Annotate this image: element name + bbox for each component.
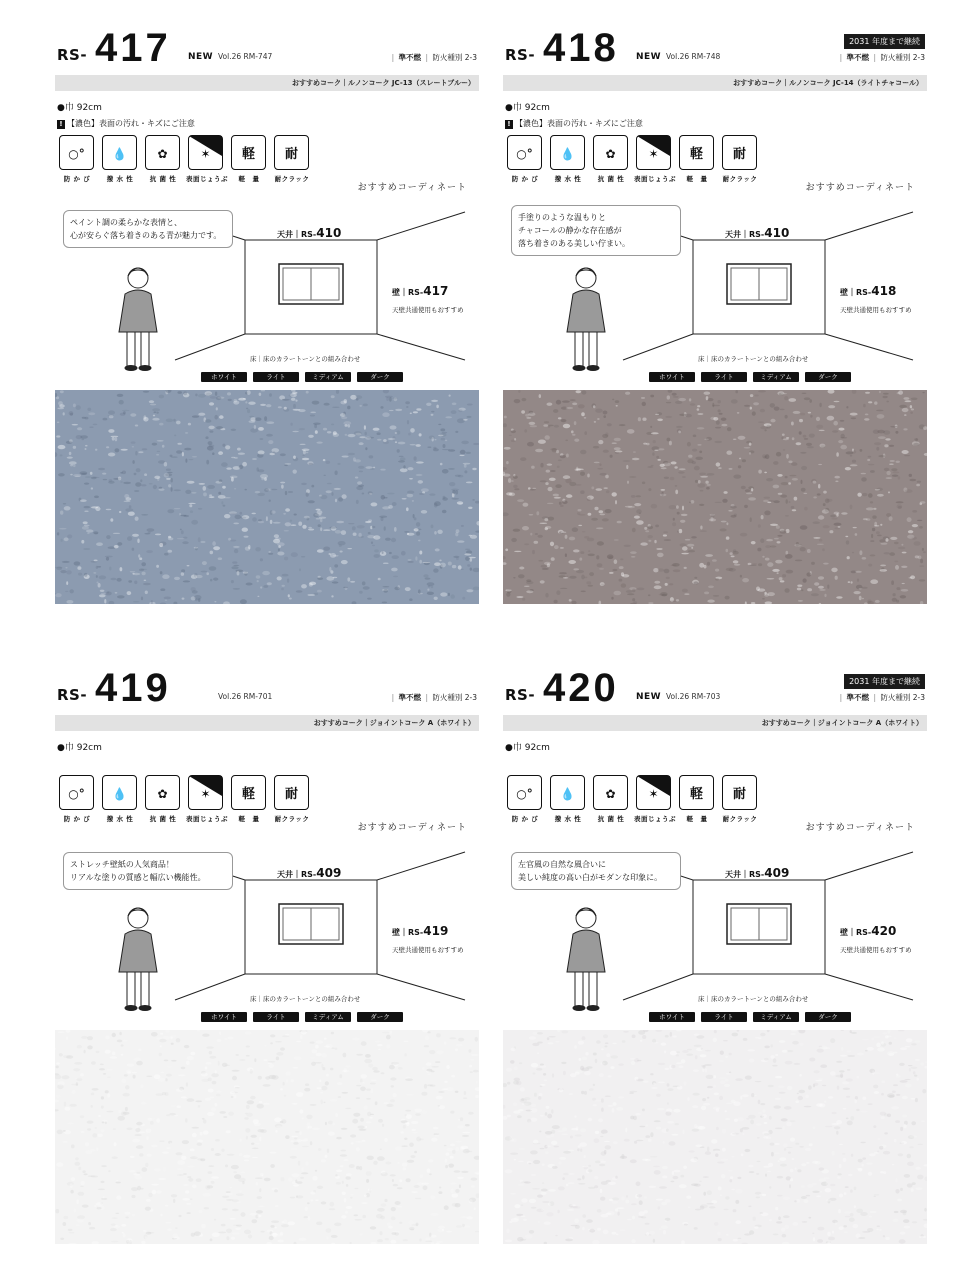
wall-number: 420 bbox=[871, 924, 897, 938]
water-repellent-icon bbox=[550, 135, 585, 170]
lightweight-icon bbox=[679, 135, 714, 170]
feature-item bbox=[505, 135, 547, 187]
feature-item bbox=[100, 775, 142, 827]
feature-item bbox=[57, 135, 99, 187]
surface-strength-icon bbox=[636, 135, 671, 170]
fire-spec: | 準不燃 | 防火種別 2-3 bbox=[839, 693, 925, 702]
woman-figure bbox=[567, 268, 605, 371]
ceiling-spec bbox=[277, 226, 341, 240]
crack-resistant-icon bbox=[274, 135, 309, 170]
speech-line: 美しい純度の高い白がモダンな印象に。 bbox=[518, 873, 663, 882]
speech-bubble bbox=[511, 205, 681, 256]
feature-icons bbox=[57, 775, 317, 827]
svg-text:軽: 軽 bbox=[241, 787, 256, 802]
ceiling-label: 天井｜RS- bbox=[277, 870, 317, 879]
floor-tone-chip: ホワイト bbox=[201, 1012, 247, 1022]
feature-label: 防 か び bbox=[511, 815, 539, 823]
feature-label: 防 か び bbox=[63, 815, 91, 823]
floor-tone-chip: ダーク bbox=[805, 372, 851, 382]
wall-number: 417 bbox=[423, 284, 449, 298]
feature-item bbox=[100, 135, 142, 187]
surface-strength-icon bbox=[636, 775, 671, 810]
swatch-base bbox=[503, 1030, 927, 1244]
antibacterial-icon bbox=[145, 135, 180, 170]
feature-label: 撥 水 性 bbox=[554, 175, 582, 183]
product-panel bbox=[55, 28, 479, 628]
ceiling-number: 409 bbox=[316, 866, 342, 880]
wall-spec bbox=[840, 284, 896, 298]
feature-icons bbox=[505, 135, 765, 187]
svg-text:耐: 耐 bbox=[284, 147, 299, 162]
floor-tones bbox=[649, 1012, 857, 1024]
feature-item bbox=[505, 775, 547, 827]
new-badge: NEW bbox=[636, 52, 662, 62]
feature-item bbox=[143, 775, 185, 827]
fire-spec: | 準不燃 | 防火種別 2-3 bbox=[839, 53, 925, 62]
svg-text:💧: 💧 bbox=[560, 147, 575, 161]
product-prefix: RS- bbox=[57, 46, 88, 64]
speech-line: 手塗りのような温もりと bbox=[518, 213, 606, 222]
feature-item bbox=[720, 135, 762, 187]
surface-strength-icon bbox=[188, 775, 223, 810]
mold-resistant-icon bbox=[507, 775, 542, 810]
floor-tones bbox=[201, 1012, 409, 1024]
floor-tone-chip: ライト bbox=[253, 1012, 299, 1022]
floor-line-right bbox=[825, 974, 913, 1000]
speech-line: 左官風の自然な風合いに bbox=[518, 860, 606, 869]
water-repellent-icon bbox=[102, 135, 137, 170]
coordinate-title: おすすめコーディネート bbox=[357, 183, 467, 193]
product-number: 419 bbox=[95, 666, 171, 710]
feature-label: 軽 量 bbox=[686, 815, 708, 823]
feature-label: 表面じょうぶ bbox=[634, 175, 676, 183]
recommended-caulk: おすすめコーク｜ジョイントコーク A（ホワイト） bbox=[761, 719, 923, 727]
recommended-caulk: おすすめコーク｜ジョイントコーク A（ホワイト） bbox=[313, 719, 475, 727]
woman-figure bbox=[119, 908, 157, 1011]
window-icon bbox=[727, 904, 791, 944]
feature-item bbox=[548, 135, 590, 187]
mold-resistant-icon bbox=[507, 135, 542, 170]
roll-width: ●巾 92cm bbox=[57, 743, 102, 753]
svg-text:○°: ○° bbox=[516, 147, 533, 161]
water-repellent-icon bbox=[102, 775, 137, 810]
ceiling-line-right bbox=[825, 212, 913, 240]
svg-text:✶: ✶ bbox=[200, 147, 211, 161]
product-prefix: RS- bbox=[505, 46, 536, 64]
feature-item bbox=[186, 775, 228, 827]
wall-spec bbox=[840, 924, 896, 938]
ceiling-line-right bbox=[377, 212, 465, 240]
woman-figure bbox=[567, 908, 605, 1011]
svg-text:耐: 耐 bbox=[732, 787, 747, 802]
floor-spec: 床｜床のカラートーンとの組み合わせ bbox=[250, 995, 361, 1003]
speech-line: リアルな塗りの質感と幅広い機能性。 bbox=[70, 873, 206, 882]
ceiling-line-right bbox=[377, 852, 465, 880]
continuation-badge: 2031 年度まで継続 bbox=[844, 34, 925, 49]
floor-spec: 床｜床のカラートーンとの組み合わせ bbox=[250, 355, 361, 363]
surface-strength-icon bbox=[188, 135, 223, 170]
svg-text:軽: 軽 bbox=[689, 147, 704, 162]
wall-label: 壁｜RS- bbox=[392, 928, 424, 937]
svg-text:✿: ✿ bbox=[605, 787, 616, 801]
volume-code: Vol.26 RM-703 bbox=[666, 692, 721, 701]
floor-tone-chip: ホワイト bbox=[649, 1012, 695, 1022]
floor-tone-chip: ミディアム bbox=[305, 372, 351, 382]
wall-spec bbox=[392, 924, 448, 938]
floor-line-left bbox=[175, 974, 245, 1000]
new-badge: NEW bbox=[188, 52, 214, 62]
volume-code: Vol.26 RM-747 bbox=[218, 52, 273, 61]
feature-label: 軽 量 bbox=[238, 815, 260, 823]
window-icon bbox=[727, 264, 791, 304]
floor-tone-chip: ミディアム bbox=[305, 1012, 351, 1022]
svg-text:耐: 耐 bbox=[284, 787, 299, 802]
feature-label: 表面じょうぶ bbox=[186, 175, 228, 183]
product-prefix: RS- bbox=[57, 686, 88, 704]
ceiling-spec bbox=[725, 866, 789, 880]
warning-icon: ! bbox=[57, 120, 65, 129]
ceiling-line-right bbox=[825, 852, 913, 880]
ceiling-spec bbox=[725, 226, 789, 240]
product-number: 417 bbox=[95, 26, 171, 70]
texture-swatch bbox=[503, 1030, 927, 1244]
floor-tone-chip: ミディアム bbox=[753, 1012, 799, 1022]
speech-line: 心が安らぐ落ち着きのある青が魅力です。 bbox=[70, 231, 222, 240]
roll-width: ●巾 92cm bbox=[505, 743, 550, 753]
feature-label: 抗 菌 性 bbox=[149, 815, 177, 823]
svg-text:軽: 軽 bbox=[689, 787, 704, 802]
room-coordinate bbox=[55, 200, 479, 380]
caulk-bar bbox=[503, 75, 927, 91]
care-note-text: 【濃色】表面の汚れ・キズにご注意 bbox=[67, 119, 195, 128]
svg-text:✶: ✶ bbox=[200, 787, 211, 801]
product-number: 420 bbox=[543, 666, 619, 710]
caulk-bar bbox=[503, 715, 927, 731]
feature-label: 防 か び bbox=[63, 175, 91, 183]
speech-line: 落ち着きのある美しい佇まい。 bbox=[518, 239, 630, 248]
svg-text:✿: ✿ bbox=[605, 147, 616, 161]
floor-tone-chip: ダーク bbox=[805, 1012, 851, 1022]
care-note bbox=[505, 118, 643, 129]
product-panel bbox=[55, 668, 479, 1268]
floor-line-right bbox=[377, 334, 465, 360]
floor-spec: 床｜床のカラートーンとの組み合わせ bbox=[698, 355, 809, 363]
care-note-text: 【濃色】表面の汚れ・キズにご注意 bbox=[515, 119, 643, 128]
volume-code: Vol.26 RM-701 bbox=[218, 692, 273, 701]
wall-number: 418 bbox=[871, 284, 897, 298]
coordinate-title: おすすめコーディネート bbox=[357, 823, 467, 833]
feature-label: 耐クラック bbox=[722, 815, 758, 823]
ceiling-label: 天井｜RS- bbox=[725, 230, 765, 239]
coordinate-title: おすすめコーディネート bbox=[805, 823, 915, 833]
svg-text:軽: 軽 bbox=[241, 147, 256, 162]
wall-note: 天壁共通使用もおすすめ bbox=[392, 306, 464, 314]
product-number: 418 bbox=[543, 26, 619, 70]
feature-label: 軽 量 bbox=[686, 175, 708, 183]
speech-line: チャコールの静かな存在感が bbox=[518, 226, 622, 235]
caulk-bar bbox=[55, 715, 479, 731]
feature-label: 耐クラック bbox=[722, 175, 758, 183]
antibacterial-icon bbox=[593, 135, 628, 170]
feature-icons bbox=[505, 775, 765, 827]
speech-line: ストレッチ壁紙の人気商品！ bbox=[70, 860, 174, 869]
feature-item bbox=[272, 775, 314, 827]
wall-label: 壁｜RS- bbox=[392, 288, 424, 297]
svg-text:💧: 💧 bbox=[560, 787, 575, 801]
floor-tone-chip: ダーク bbox=[357, 372, 403, 382]
warning-icon: ! bbox=[505, 120, 513, 129]
window-icon bbox=[279, 264, 343, 304]
continuation-badge: 2031 年度まで継続 bbox=[844, 674, 925, 689]
svg-text:✶: ✶ bbox=[648, 147, 659, 161]
speech-bubble bbox=[63, 852, 233, 890]
svg-text:💧: 💧 bbox=[112, 147, 127, 161]
floor-tone-chip: ライト bbox=[701, 372, 747, 382]
wall-note: 天壁共通使用もおすすめ bbox=[392, 946, 464, 954]
svg-text:✿: ✿ bbox=[157, 147, 168, 161]
feature-item bbox=[186, 135, 228, 187]
lightweight-icon bbox=[231, 775, 266, 810]
roll-width: ●巾 92cm bbox=[57, 103, 102, 113]
fire-class: 防火種別 2-3 bbox=[880, 53, 925, 62]
feature-item bbox=[677, 135, 719, 187]
wall-note: 天壁共通使用もおすすめ bbox=[840, 306, 912, 314]
fire-rating: 準不燃 bbox=[398, 693, 422, 702]
feature-label: 軽 量 bbox=[238, 175, 260, 183]
texture-swatch bbox=[503, 390, 927, 604]
recommended-caulk: おすすめコーク｜ルノンコーク JC-14（ライトチャコール） bbox=[733, 79, 923, 87]
fire-class: 防火種別 2-3 bbox=[432, 53, 477, 62]
feature-label: 抗 菌 性 bbox=[597, 815, 625, 823]
feature-item bbox=[229, 775, 271, 827]
svg-text:○°: ○° bbox=[68, 787, 85, 801]
new-badge: NEW bbox=[636, 692, 662, 702]
swatch-base bbox=[55, 1030, 479, 1244]
fire-rating: 準不燃 bbox=[398, 53, 422, 62]
room-coordinate bbox=[55, 840, 479, 1020]
feature-label: 抗 菌 性 bbox=[149, 175, 177, 183]
recommended-caulk: おすすめコーク｜ルノンコーク JC-13（スレートブルー） bbox=[291, 79, 475, 87]
wall-label: 壁｜RS- bbox=[840, 928, 872, 937]
feature-label: 撥 水 性 bbox=[554, 815, 582, 823]
speech-bubble bbox=[511, 852, 681, 890]
water-repellent-icon bbox=[550, 775, 585, 810]
feature-label: 耐クラック bbox=[274, 175, 310, 183]
ceiling-number: 410 bbox=[764, 226, 790, 240]
svg-text:○°: ○° bbox=[516, 787, 533, 801]
feature-label: 表面じょうぶ bbox=[186, 815, 228, 823]
feature-item bbox=[143, 135, 185, 187]
feature-item bbox=[272, 135, 314, 187]
feature-item bbox=[634, 775, 676, 827]
floor-tones bbox=[649, 372, 857, 384]
floor-tone-chip: ミディアム bbox=[753, 372, 799, 382]
feature-icons bbox=[57, 135, 317, 187]
floor-line-left bbox=[175, 334, 245, 360]
fire-rating: 準不燃 bbox=[846, 693, 870, 702]
crack-resistant-icon bbox=[722, 135, 757, 170]
fire-class: 防火種別 2-3 bbox=[880, 693, 925, 702]
svg-text:✿: ✿ bbox=[157, 787, 168, 801]
mold-resistant-icon bbox=[59, 135, 94, 170]
speech-line: ペイント調の柔らかな表情と、 bbox=[70, 218, 182, 227]
room-coordinate bbox=[503, 200, 927, 380]
room-coordinate bbox=[503, 840, 927, 1020]
ceiling-label: 天井｜RS- bbox=[277, 230, 317, 239]
coordinate-title: おすすめコーディネート bbox=[805, 183, 915, 193]
ceiling-spec bbox=[277, 866, 341, 880]
floor-tone-chip: ホワイト bbox=[201, 372, 247, 382]
wall-spec bbox=[392, 284, 448, 298]
product-panel bbox=[503, 28, 927, 628]
mold-resistant-icon bbox=[59, 775, 94, 810]
product-prefix: RS- bbox=[505, 686, 536, 704]
feature-label: 防 か び bbox=[511, 175, 539, 183]
wall-label: 壁｜RS- bbox=[840, 288, 872, 297]
svg-text:耐: 耐 bbox=[732, 147, 747, 162]
fire-class: 防火種別 2-3 bbox=[432, 693, 477, 702]
svg-text:💧: 💧 bbox=[112, 787, 127, 801]
speech-bubble bbox=[63, 210, 233, 248]
feature-item bbox=[229, 135, 271, 187]
fire-rating: 準不燃 bbox=[846, 53, 870, 62]
woman-figure bbox=[119, 268, 157, 371]
lightweight-icon bbox=[231, 135, 266, 170]
texture-swatch bbox=[55, 1030, 479, 1244]
floor-line-left bbox=[623, 334, 693, 360]
crack-resistant-icon bbox=[722, 775, 757, 810]
svg-text:○°: ○° bbox=[68, 147, 85, 161]
ceiling-number: 410 bbox=[316, 226, 342, 240]
window-icon bbox=[279, 904, 343, 944]
floor-line-right bbox=[825, 334, 913, 360]
svg-text:✶: ✶ bbox=[648, 787, 659, 801]
floor-line-right bbox=[377, 974, 465, 1000]
texture-swatch bbox=[55, 390, 479, 604]
floor-spec: 床｜床のカラートーンとの組み合わせ bbox=[698, 995, 809, 1003]
feature-label: 抗 菌 性 bbox=[597, 175, 625, 183]
antibacterial-icon bbox=[593, 775, 628, 810]
feature-item bbox=[548, 775, 590, 827]
floor-tone-chip: ホワイト bbox=[649, 372, 695, 382]
caulk-bar bbox=[55, 75, 479, 91]
feature-label: 撥 水 性 bbox=[106, 175, 134, 183]
wall-note: 天壁共通使用もおすすめ bbox=[840, 946, 912, 954]
crack-resistant-icon bbox=[274, 775, 309, 810]
floor-tones bbox=[201, 372, 409, 384]
floor-tone-chip: ライト bbox=[701, 1012, 747, 1022]
feature-item bbox=[591, 775, 633, 827]
floor-tone-chip: ダーク bbox=[357, 1012, 403, 1022]
floor-line-left bbox=[623, 974, 693, 1000]
volume-code: Vol.26 RM-748 bbox=[666, 52, 721, 61]
ceiling-label: 天井｜RS- bbox=[725, 870, 765, 879]
lightweight-icon bbox=[679, 775, 714, 810]
wall-number: 419 bbox=[423, 924, 449, 938]
feature-label: 撥 水 性 bbox=[106, 815, 134, 823]
feature-label: 耐クラック bbox=[274, 815, 310, 823]
product-panel bbox=[503, 668, 927, 1268]
antibacterial-icon bbox=[145, 775, 180, 810]
feature-label: 表面じょうぶ bbox=[634, 815, 676, 823]
fire-spec: | 準不燃 | 防火種別 2-3 bbox=[391, 53, 477, 62]
ceiling-number: 409 bbox=[764, 866, 790, 880]
fire-spec: | 準不燃 | 防火種別 2-3 bbox=[391, 693, 477, 702]
care-note bbox=[57, 118, 195, 129]
feature-item bbox=[57, 775, 99, 827]
floor-tone-chip: ライト bbox=[253, 372, 299, 382]
feature-item bbox=[720, 775, 762, 827]
feature-item bbox=[634, 135, 676, 187]
feature-item bbox=[677, 775, 719, 827]
feature-item bbox=[591, 135, 633, 187]
roll-width: ●巾 92cm bbox=[505, 103, 550, 113]
